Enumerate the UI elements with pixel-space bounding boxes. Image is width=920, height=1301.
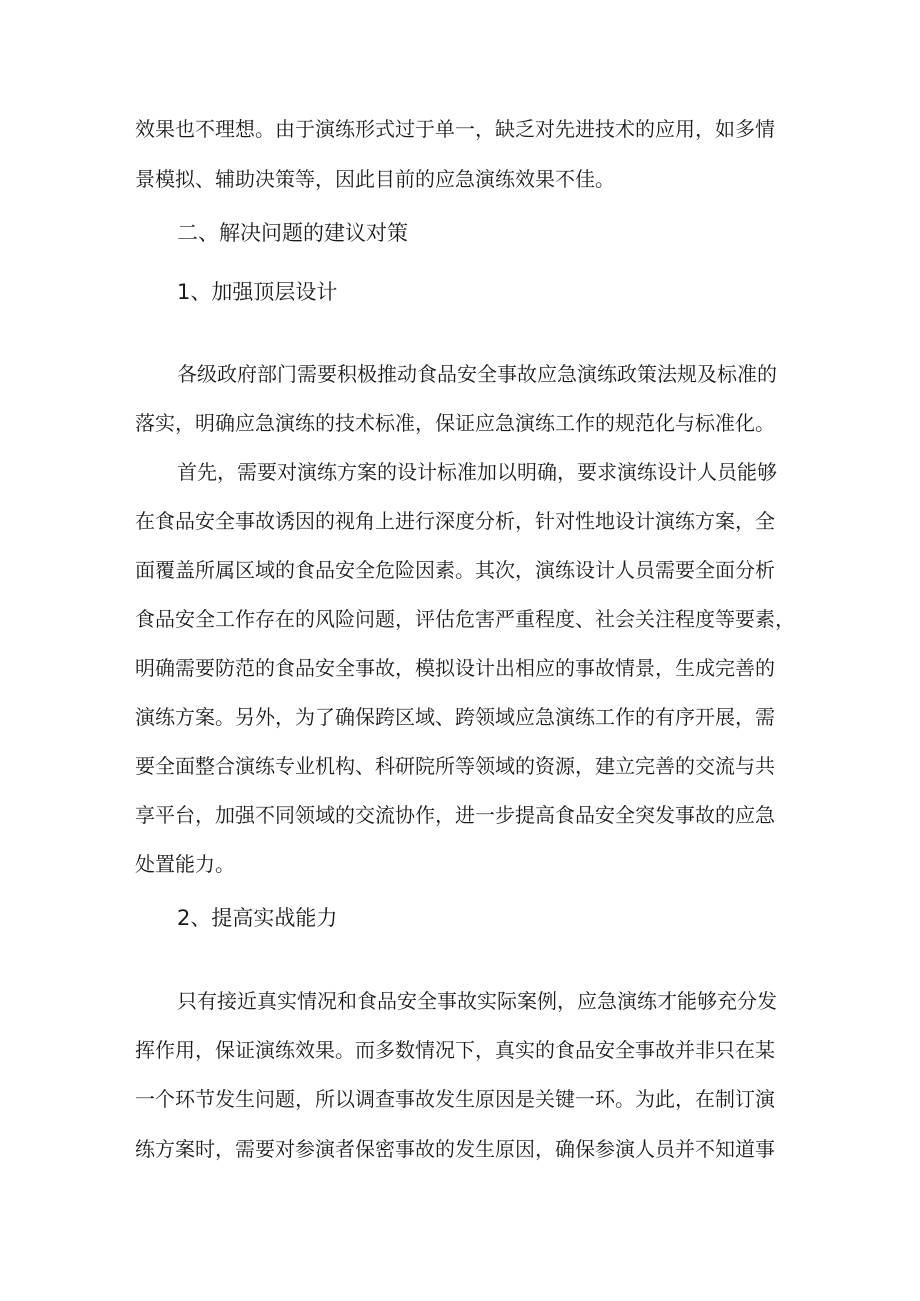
text-line-content: 明确需要防范的食品安全事故，模拟设计出相应的事故情景，生成完善的: [135, 656, 775, 680]
paragraph-line: [0, 652, 920, 684]
paragraph-line: [0, 750, 920, 782]
text-line-content: 首先，需要对演练方案的设计标准加以明确，要求演练设计人员能够: [177, 460, 777, 484]
text-line-content: 效果也不理想。由于演练形式过于单一，缺乏对先进技术的应用，如多情: [135, 117, 775, 141]
subsection-heading-text: 2、提高实战能力: [177, 906, 338, 930]
text-line-content: 练方案时，需要对参演者保密事故的发生原因，确保参演人员并不知道事: [135, 1137, 775, 1161]
paragraph-line: [0, 848, 920, 880]
text-line-content: 在食品安全事故诱因的视角上进行深度分析，针对性地设计演练方案，全: [135, 509, 775, 533]
paragraph-line: [0, 1083, 920, 1115]
text-line-content: 一个环节发生问题，所以调查事故发生原因是关键一环。为此，在制订演: [135, 1087, 775, 1111]
text-line: [0, 113, 920, 145]
text-line-content: 要全面整合演练专业机构、科研院所等领域的资源，建立完善的交流与共: [135, 754, 775, 778]
paragraph-line: [0, 358, 920, 390]
text-line-content: 只有接近真实情况和食品安全事故实际案例，应急演练才能够充分发: [177, 989, 777, 1013]
text-line: [0, 163, 920, 195]
text-line-content: 面覆盖所属区域的食品安全危险因素。其次，演练设计人员需要全面分析: [135, 558, 775, 582]
paragraph-line: [0, 985, 920, 1017]
section-heading-text: 二、解决问题的建议对策: [177, 221, 408, 245]
paragraph-line: [0, 1034, 920, 1066]
text-line-content: 演练方案。另外，为了确保跨区域、跨领域应急演练工作的有序开展，需: [135, 705, 775, 729]
text-line-content: 挥作用，保证演练效果。而多数情况下，真实的食品安全事故并非只在某: [135, 1038, 775, 1062]
subsection-heading: [0, 902, 920, 934]
text-line-content: 处置能力。: [135, 852, 235, 876]
paragraph-line: [0, 701, 920, 733]
text-line-content: 食品安全工作存在的风险问题，评估危害严重程度、社会关注程度等要素，: [135, 607, 795, 631]
paragraph-line: [0, 1133, 920, 1165]
text-line-content: 各级政府部门需要积极推动食品安全事故应急演练政策法规及标准的: [177, 362, 777, 386]
subsection-heading: [0, 276, 920, 308]
paragraph-line: [0, 456, 920, 488]
paragraph-line: [0, 407, 920, 439]
paragraph-line: [0, 505, 920, 537]
text-line-content: 落实，明确应急演练的技术标准，保证应急演练工作的规范化与标准化。: [135, 411, 775, 435]
subsection-heading-text: 1、加强顶层设计: [177, 280, 338, 304]
section-heading: [0, 217, 920, 249]
paragraph-line: [0, 554, 920, 586]
paragraph-line: [0, 603, 920, 635]
paragraph-line: [0, 799, 920, 831]
text-line-content: 景模拟、辅助决策等，因此目前的应急演练效果不佳。: [135, 167, 615, 191]
text-line-content: 享平台，加强不同领域的交流协作，进一步提高食品安全突发事故的应急: [135, 803, 775, 827]
